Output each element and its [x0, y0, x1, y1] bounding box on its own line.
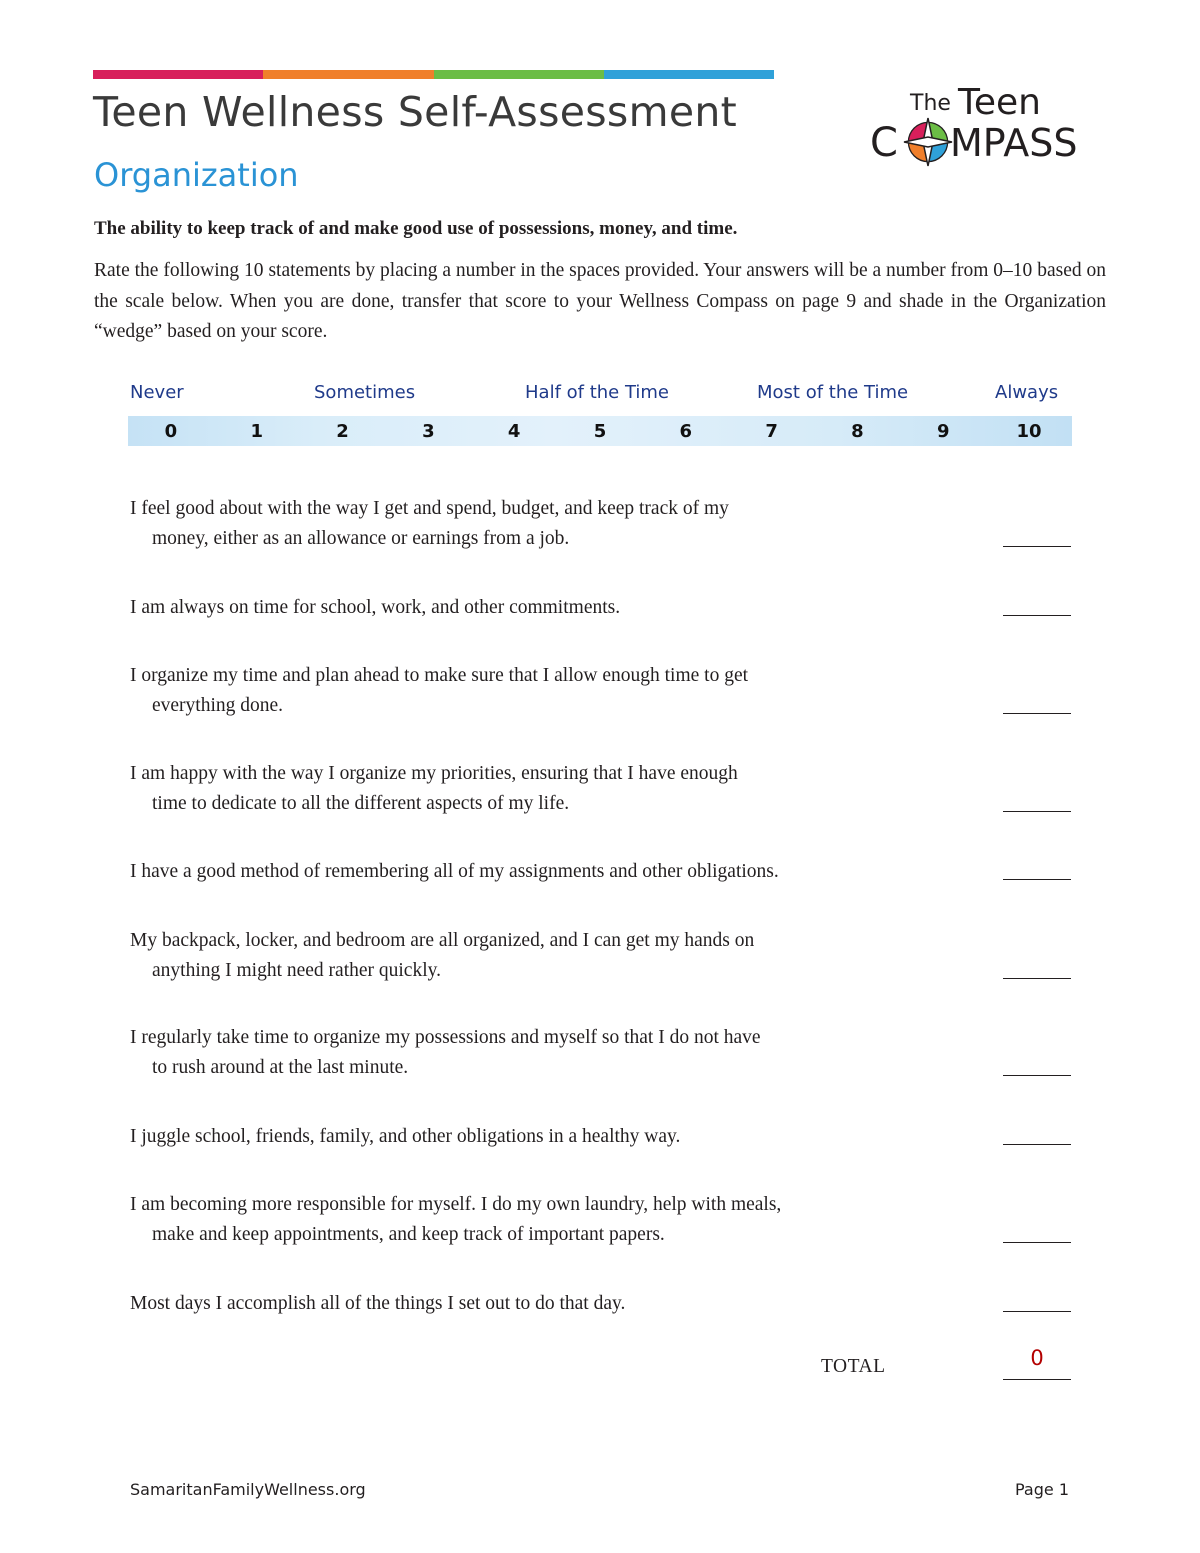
scale-number: 2 — [336, 420, 349, 442]
statement-8 — [130, 1122, 1030, 1152]
statement-1 — [130, 494, 1030, 554]
statement-3 — [130, 661, 1030, 721]
statement-4 — [130, 759, 1030, 819]
statement-text: I feel good about with the way I get and spend, budget, and keep track of my — [130, 498, 729, 519]
scale-number: 1 — [250, 420, 263, 442]
answer-blank-5[interactable] — [1003, 879, 1071, 880]
statement-text: to rush around at the last minute. — [152, 1057, 409, 1078]
statement-2 — [130, 593, 1030, 623]
logo-the: The — [910, 91, 951, 116]
logo-compass-c: C — [870, 120, 898, 166]
compass-rose-icon — [904, 118, 952, 166]
answer-blank-1[interactable] — [1003, 546, 1071, 547]
statement-text: I regularly take time to organize my possessions and myself so that I do not have — [130, 1027, 761, 1048]
statement-text: money, either as an allowance or earnings from a job. — [152, 528, 570, 549]
statement-text: I am happy with the way I organize my priorities, ensuring that I have enough — [130, 763, 738, 784]
footer-site: SamaritanFamilyWellness.org — [130, 1480, 366, 1499]
total-value[interactable]: 0 — [1030, 1346, 1044, 1370]
stripe-pink — [93, 70, 263, 79]
answer-blank-2[interactable] — [1003, 615, 1071, 616]
scale-number: 6 — [679, 420, 693, 442]
instructions: Rate the following 10 statements by placing a number in the spaces provided. Your answers will be a number from 0–10 based on the scale below. When you are done, transfer that score to your Wellness Compass on page 9 and shade in the Organization “wedge” based on your score. — [94, 260, 1106, 342]
statement-6 — [130, 926, 1030, 986]
statement-text: anything I might need rather quickly. — [152, 960, 441, 981]
answer-blank-6[interactable] — [1003, 978, 1071, 979]
teen-compass-logo — [870, 80, 1110, 172]
scale-label-always: Always — [995, 382, 1059, 403]
scale-number: 10 — [1016, 420, 1042, 442]
scale-labels — [128, 382, 1072, 408]
statement-text: everything done. — [152, 695, 284, 716]
answer-blank-10[interactable] — [1003, 1311, 1071, 1312]
statement-text: I am becoming more responsible for myself. I do my own laundry, help with meals, — [130, 1194, 782, 1215]
scale-label-most: Most of the Time — [757, 382, 909, 403]
scale-label-half: Half of the Time — [525, 382, 670, 403]
footer-page-number: Page 1 — [1015, 1480, 1069, 1499]
scale-number: 3 — [422, 420, 435, 442]
statement-text: My backpack, locker, and bedroom are all organized, and I can get my hands on — [130, 930, 755, 951]
color-stripe-bar — [93, 70, 774, 79]
scale-number: 0 — [164, 420, 178, 442]
statement-text: I am always on time for school, work, and other commitments. — [130, 597, 621, 618]
total-label: TOTAL — [821, 1356, 886, 1377]
statement-text: make and keep appointments, and keep track of important papers. — [152, 1224, 665, 1245]
logo-compass: MPASS — [950, 121, 1078, 165]
scale-label-sometimes: Sometimes — [314, 382, 416, 403]
statement-text: I juggle school, friends, family, and other obligations in a healthy way. — [130, 1126, 681, 1147]
answer-blank-9[interactable] — [1003, 1242, 1071, 1243]
stripe-green — [434, 70, 604, 79]
statement-text: time to dedicate to all the different aspects of my life. — [152, 793, 570, 814]
page-title: Teen Wellness Self-Assessment — [93, 88, 738, 136]
answer-blank-3[interactable] — [1003, 713, 1071, 714]
scale-number: 4 — [507, 420, 521, 442]
stripe-orange — [263, 70, 433, 79]
section-title: Organization — [94, 156, 299, 194]
total-blank — [1003, 1379, 1071, 1380]
logo-teen: Teen — [958, 82, 1041, 123]
scale-label-never: Never — [130, 382, 184, 403]
statement-text: Most days I accomplish all of the things I set out to do that day. — [130, 1293, 626, 1314]
statement-text: I organize my time and plan ahead to make sure that I allow enough time to get — [130, 665, 749, 686]
scale-number: 9 — [936, 420, 950, 442]
statement-text: I have a good method of remembering all of my assignments and other obligations. — [130, 861, 779, 882]
statement-7 — [130, 1023, 1030, 1083]
scale-number: 5 — [593, 420, 607, 442]
statement-9 — [130, 1190, 1030, 1250]
tagline: The ability to keep track of and make good use of possessions, money, and time. — [94, 218, 738, 239]
stripe-blue — [604, 70, 774, 79]
statement-10 — [130, 1289, 1030, 1319]
scale-number: 7 — [765, 420, 778, 442]
scale-number: 8 — [851, 420, 864, 442]
answer-blank-8[interactable] — [1003, 1144, 1071, 1145]
rating-scale-bar — [128, 416, 1072, 446]
answer-blank-7[interactable] — [1003, 1075, 1071, 1076]
statement-5 — [130, 857, 1030, 887]
answer-blank-4[interactable] — [1003, 811, 1071, 812]
